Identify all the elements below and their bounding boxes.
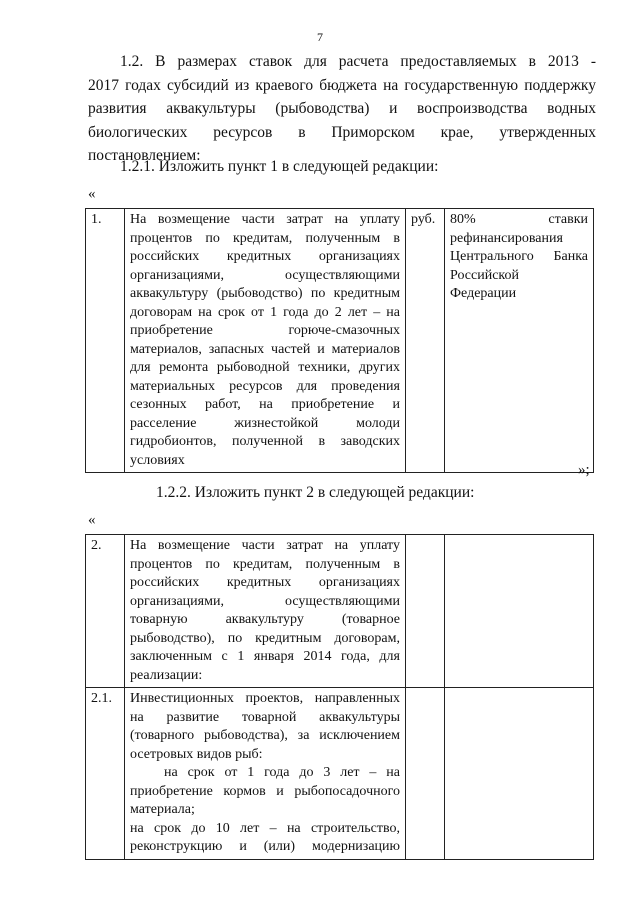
item-rate (445, 688, 594, 860)
item-unit (406, 535, 445, 688)
quote-close-1: »; (578, 462, 590, 478)
desc-line: условиях (130, 452, 185, 468)
table-item-2 (85, 534, 594, 860)
item-number: 2.1. (86, 688, 125, 860)
rate-line: 80% ставки (450, 212, 588, 227)
item-rate (445, 535, 594, 688)
desc-line: заключенным с 1 января 2014 года, для (130, 649, 400, 664)
item-unit (406, 688, 445, 860)
desc-line: Инвестиционных проектов, направленных (130, 691, 400, 706)
page-number: 7 (317, 30, 323, 44)
item-number: 2. (86, 535, 125, 688)
desc-line: организациями, осуществляющими (130, 593, 400, 609)
desc-line: на развитие товарной аквакультуры (130, 709, 400, 725)
subsection-2-heading: 1.2.2. Изложить пункт 2 в следующей редакции: (156, 484, 475, 501)
item-description (125, 535, 406, 688)
subsection-1-heading: 1.2.1. Изложить пункт 1 в следующей редакции: (120, 158, 439, 175)
desc-line: расселение жизнестойкой молоди (130, 415, 400, 431)
table-item-1 (85, 208, 594, 473)
item-description (125, 688, 406, 860)
desc-line: материальных ресурсов для проведения (130, 378, 400, 394)
item-rate (445, 209, 594, 473)
desc-line: рыбоводство), по кредитным договорам, (130, 630, 400, 646)
desc-line: на срок до 10 лет – на строительство, (130, 820, 400, 836)
item-number: 1. (86, 209, 125, 473)
table-row (86, 535, 594, 688)
desc-line: для ремонта рыбоводной техники, других (130, 360, 400, 375)
rate-line: рефинансирования (450, 230, 563, 246)
desc-line: осетровых видов рыб: (130, 746, 263, 762)
desc-line: на срок от 1 года до 3 лет – на (164, 765, 400, 780)
desc-line: материалов, запасных частей и материалов (130, 341, 400, 357)
rate-line: Федерации (450, 286, 517, 301)
desc-line: товарную аквакультуру (товарное (130, 612, 400, 627)
intro-line: 2017 годах субсидий из краевого бюджета на государственную поддержку (88, 76, 596, 94)
item-description (125, 209, 406, 473)
desc-line: договорам на срок от 1 года до 2 лет – на (130, 304, 400, 320)
desc-line: приобретение горюче-смазочных (130, 323, 400, 338)
desc-line: (товарного рыбоводства), за исключением (130, 728, 400, 743)
desc-line: На возмещение части затрат на уплату (130, 212, 400, 227)
quote-open-2: « (88, 512, 96, 528)
desc-line: На возмещение части затрат на уплату (130, 538, 400, 553)
desc-line: реконструкцию и (или) модернизацию (130, 839, 400, 854)
rate-line: Российской (450, 267, 519, 283)
desc-line: организациями, осуществляющими (130, 267, 400, 283)
desc-line: российских кредитных организациях (130, 249, 400, 264)
desc-line: российских кредитных организациях (130, 575, 400, 590)
desc-line: реализации: (130, 667, 203, 683)
table-row (86, 209, 594, 473)
table-row (86, 688, 594, 860)
intro-paragraph (88, 50, 596, 168)
desc-line: материала; (130, 802, 195, 817)
quote-open-1: « (88, 186, 96, 202)
rate-line: Центрального Банка (450, 249, 588, 264)
intro-line: развития аквакультуры (рыбоводства) и воспроизводства водных (88, 100, 596, 117)
desc-line: процентов по кредитам, полученным в (130, 556, 400, 572)
intro-line: 1.2. В размерах ставок для расчета предоставляемых в 2013 - (120, 53, 596, 70)
item-unit: руб. (406, 209, 445, 473)
intro-line: биологических ресурсов в Приморском крае, утвержденных постановлением: (88, 123, 596, 164)
desc-line: приобретение кормов и рыбопосадочного (130, 783, 400, 799)
desc-line: гидробионтов, полученной в заводских (130, 434, 400, 449)
desc-line: аквакультуру (рыбоводство) по кредитным (130, 286, 400, 301)
desc-line: процентов по кредитам, полученным в (130, 230, 400, 246)
desc-line: сезонных работ, на приобретение и (130, 397, 400, 412)
